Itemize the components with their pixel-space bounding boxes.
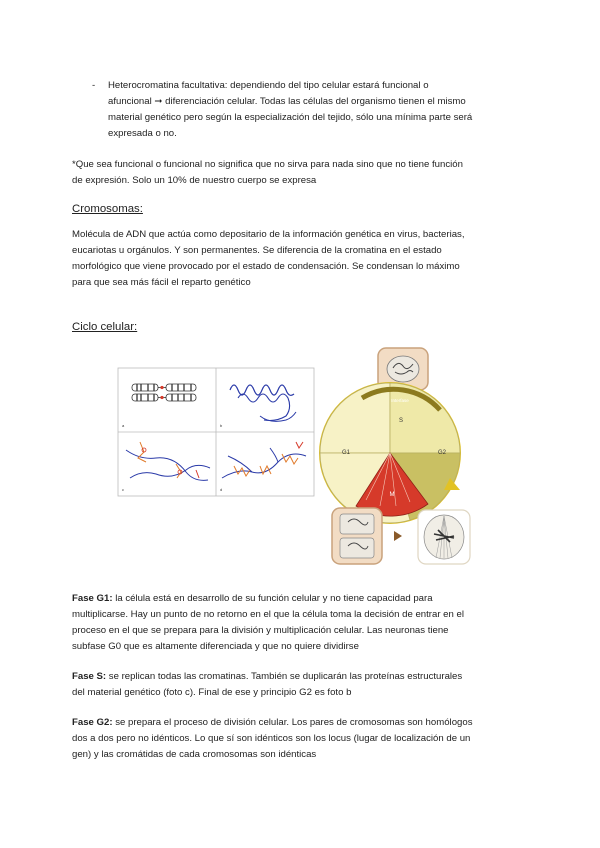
fase-g1-text-1: la célula está en desarrollo de su función celular y no tiene capacidad para bbox=[112, 593, 433, 604]
fase-g1-line-4: subfase G0 que es altamente diferenciada y que no quiere dividirse bbox=[72, 641, 359, 652]
interphase-label: Interfase bbox=[391, 398, 409, 403]
phase-s-label: S bbox=[398, 418, 404, 424]
cromosomas-heading: Cromosomas: bbox=[72, 203, 143, 215]
arrow-left-icon bbox=[394, 531, 402, 541]
fase-s-line-2: del material genético (foto c). Final de ese y principio G2 es foto b bbox=[72, 687, 352, 698]
fase-g1-line-1 bbox=[72, 591, 433, 607]
cromosomas-line-1: Molécula de ADN que actúa como depositario de la información genética en virus, bacterias, bbox=[72, 229, 465, 240]
fase-s-text-1: se replican todas las cromatinas. También se duplicarán las proteínas estructurales bbox=[106, 671, 463, 682]
panel-label-d: d bbox=[220, 487, 223, 492]
fase-g2-line-2: dos a dos pero no idénticos. Lo que sí son idénticos son los locus (lugar de localización de un bbox=[72, 733, 471, 744]
fase-g2-label: Fase G2: bbox=[72, 717, 113, 728]
mitosis-card bbox=[418, 510, 470, 564]
heterocromatina-line-3: material genético pero según la especialización del tejido, sólo una mínima parte será bbox=[108, 112, 473, 123]
fase-g2-text-1: se prepara el proceso de división celular. Los pares de cromosomas son homólogos bbox=[112, 717, 473, 728]
panel-label-a: a bbox=[122, 423, 125, 428]
panel-label-b: b bbox=[220, 423, 223, 428]
phase-g1-label: G1 bbox=[341, 450, 351, 456]
fase-g1-line-2: multiplicarse. Hay un punto de no retorno en el que la célula toma la decisión de entrar en el bbox=[72, 609, 464, 620]
fase-g1-line-3: proceso en el que se prepara para la división y multiplicación celular. Las neuronas tiene bbox=[72, 625, 449, 636]
fase-g1-label: Fase G1: bbox=[72, 593, 113, 604]
cromosomas-line-3: morfológico que viene provocado por el estado de condensación. Se condensan lo máximo bbox=[72, 261, 460, 272]
daughter-cells-card bbox=[332, 508, 382, 564]
cell-cycle-wheel bbox=[320, 383, 460, 523]
heterocromatina-line-4: expresada o no. bbox=[108, 128, 177, 139]
fase-g2-line-3: gen) y las cromátidas de cada cromosomas son idénticas bbox=[72, 749, 317, 760]
fase-g2-line-1 bbox=[72, 715, 473, 731]
fase-s-line-1 bbox=[72, 669, 462, 685]
nota-line-2: de expresión. Solo un 10% de nuestro cuerpo se expresa bbox=[72, 175, 317, 186]
heterocromatina-line-2: afuncional ➞ diferenciación celular. Todas las células del organismo tienen el mismo bbox=[108, 96, 466, 107]
bullet-dash: - bbox=[92, 80, 96, 91]
panel-label-c: c bbox=[122, 487, 124, 492]
cell-cycle-figure bbox=[110, 338, 488, 568]
phase-g2-label: G2 bbox=[437, 450, 447, 456]
phase-m-label: M bbox=[389, 492, 395, 498]
cromosomas-line-4: para que sea más fácil el reparto genético bbox=[72, 277, 251, 288]
heterocromatina-line-1: Heterocromatina facultativa: dependiendo del tipo celular estará funcional o bbox=[108, 80, 429, 91]
nota-line-1: *Que sea funcional o funcional no significa que no sirva para nada sino que no tiene función bbox=[72, 159, 463, 170]
cromosomas-line-2: eucariotas u orgánulos. Y son permanentes. Se diferencia de la cromatina en el estado bbox=[72, 245, 442, 256]
chromosome-panels bbox=[118, 368, 314, 496]
ciclo-heading: Ciclo celular: bbox=[72, 321, 138, 333]
fase-s-label: Fase S: bbox=[72, 671, 107, 682]
